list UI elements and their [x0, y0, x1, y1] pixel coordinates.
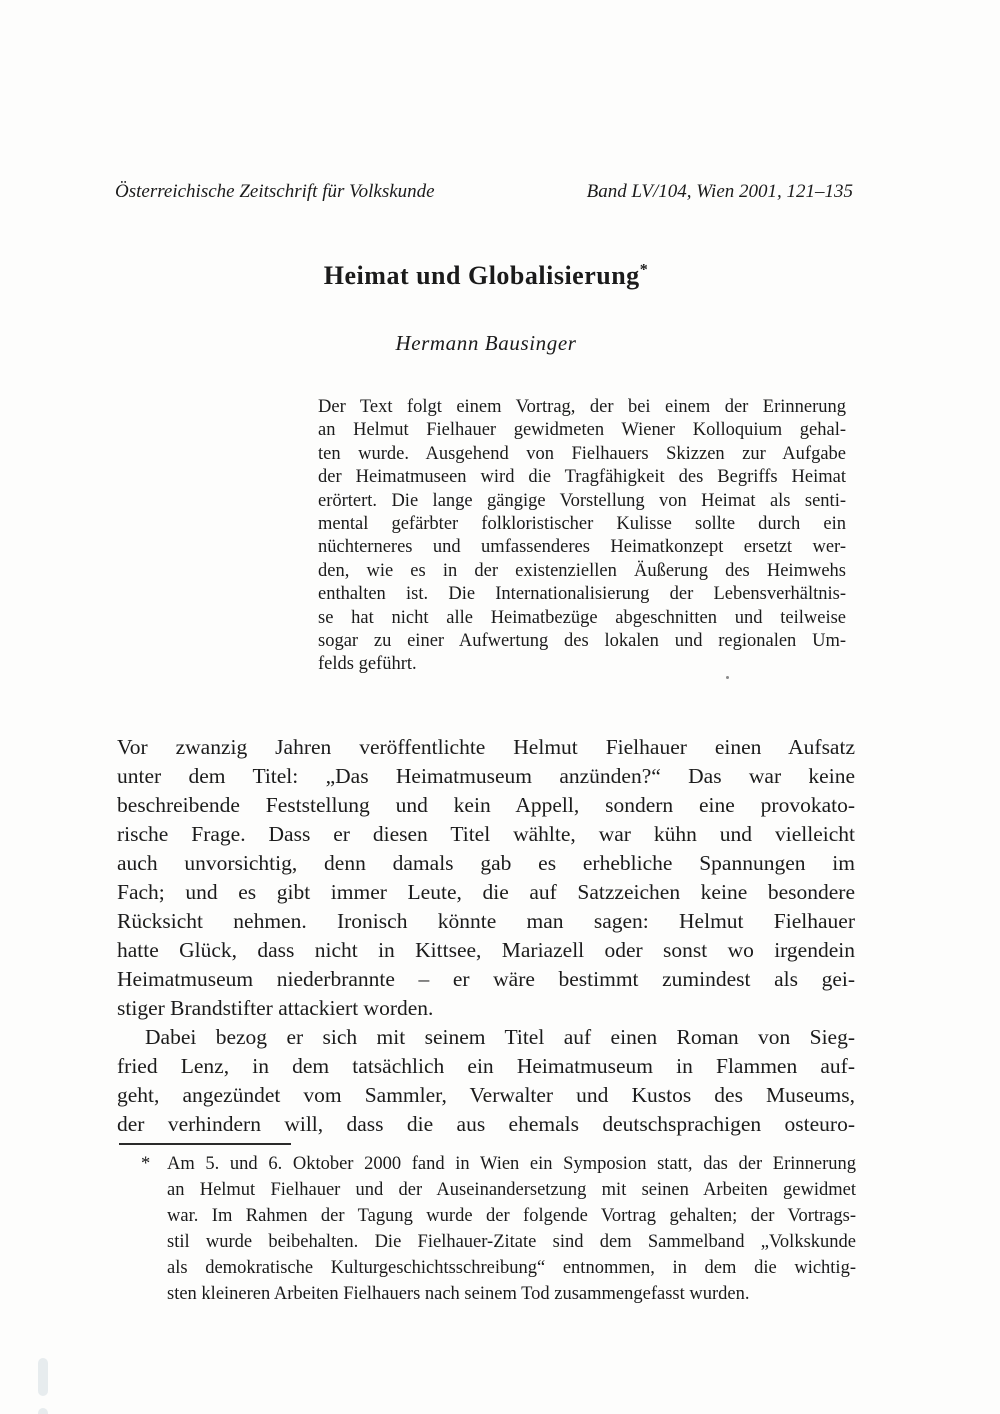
text-line: sten kleineren Arbeiten Fielhauers nach seinem Tod zusammengefasst wurden. — [167, 1284, 750, 1304]
body-paragraph-1 — [117, 733, 855, 1023]
scan-speck-artifact — [726, 676, 729, 679]
text-line: fried Lenz, in dem tatsächlich ein Heimatmuseum in Flammen auf- — [117, 1054, 855, 1078]
text-line: geht, angezündet vom Sammler, Verwalter und Kustos des Museums, — [117, 1083, 855, 1107]
text-line: Heimatmuseum niederbrannte – er wäre bestimmt zumindest als gei- — [117, 967, 855, 991]
article-body — [117, 733, 855, 1139]
text-line: war. Im Rahmen der Tagung wurde der folgende Vortrag gehalten; der Vortrags- — [167, 1206, 856, 1226]
author-name: Hermann Bausinger — [395, 331, 577, 355]
scan-smudge-artifact — [38, 1408, 48, 1414]
text-line: der verhindern will, dass die aus ehemals deutschsprachigen osteuro- — [117, 1112, 855, 1136]
page-header — [115, 180, 853, 204]
journal-name: Österreichische Zeitschrift für Volkskunde — [115, 181, 435, 202]
text-line: stil wurde beibehalten. Die Fielhauer-Zitate sind dem Sammelband „Volkskunde — [167, 1232, 856, 1252]
abstract-block — [318, 396, 846, 677]
text-line: mental gefärbter folkloristischer Kulisse sollte durch ein — [318, 514, 846, 535]
text-line: an Helmut Fielhauer gewidmeten Wiener Kolloquium gehal- — [318, 420, 846, 441]
text-line: erörtert. Die lange gängige Vorstellung von Heimat als senti- — [318, 490, 846, 511]
text-line: Vor zwanzig Jahren veröffentlichte Helmut Fielhauer einen Aufsatz — [117, 735, 855, 759]
footnote-separator-rule — [119, 1143, 291, 1145]
issue-info: Band LV/104, Wien 2001, 121–135 — [586, 181, 853, 202]
footnote-text — [167, 1151, 856, 1307]
text-line: unter dem Titel: „Das Heimatmuseum anzünden?“ Das war keine — [117, 764, 855, 788]
text-line: an Helmut Fielhauer und der Auseinandersetzung mit seinen Arbeiten gewidmet — [167, 1180, 856, 1200]
text-line: felds geführt. — [318, 654, 417, 675]
text-line: hatte Glück, dass nicht in Kittsee, Mariazell oder sonst wo irgendein — [117, 938, 855, 962]
text-line: Am 5. und 6. Oktober 2000 fand in Wien ein Symposion statt, das der Erinnerung — [167, 1154, 856, 1174]
footnote-block — [141, 1151, 856, 1307]
text-line: ten wurde. Ausgehend von Fielhauers Skizzen zur Aufgabe — [318, 443, 846, 464]
text-line: enthalten ist. Die Internationalisierung der Lebensverhältnis- — [318, 584, 846, 605]
article-title — [115, 260, 857, 292]
body-paragraph-2 — [117, 1023, 855, 1139]
title-footnote-marker: * — [639, 261, 649, 279]
footnote-marker: * — [141, 1154, 151, 1174]
text-line: se hat nicht alle Heimatbezüge abgeschnitten und teilweise — [318, 607, 846, 628]
text-line: Fach; und es gibt immer Leute, die auf Satzzeichen keine besondere — [117, 880, 855, 904]
article-title-text: Heimat und Globalisierung — [323, 261, 640, 290]
text-line: als demokratische Kulturgeschichtsschreibung“ entnommen, in dem die wichtig- — [167, 1258, 856, 1278]
text-line: Rücksicht nehmen. Ironisch könnte man sagen: Helmut Fielhauer — [117, 909, 855, 933]
text-line: beschreibende Feststellung und kein Appell, sondern eine provokato- — [117, 793, 855, 817]
text-line: rische Frage. Dass er diesen Titel wählte, war kühn und vielleicht — [117, 822, 855, 846]
text-line: stiger Brandstifter attackiert worden. — [117, 996, 434, 1020]
text-line: Der Text folgt einem Vortrag, der bei einem der Erinnerung — [318, 397, 846, 417]
text-line: sogar zu einer Aufwertung des lokalen und regionalen Um- — [318, 631, 846, 652]
text-line: den, wie es in der existenziellen Äußerung des Heimwehs — [318, 560, 846, 581]
text-line: Dabei bezog er sich mit seinem Titel auf einen Roman von Sieg- — [145, 1025, 855, 1049]
text-line: auch unvorsichtig, denn damals gab es erhebliche Spannungen im — [117, 851, 855, 875]
text-line: nüchterneres und umfassenderes Heimatkonzept ersetzt wer- — [318, 537, 846, 558]
scan-smudge-artifact — [38, 1358, 48, 1396]
text-line: der Heimatmuseen wird die Tragfähigkeit des Begriffs Heimat — [318, 467, 846, 488]
